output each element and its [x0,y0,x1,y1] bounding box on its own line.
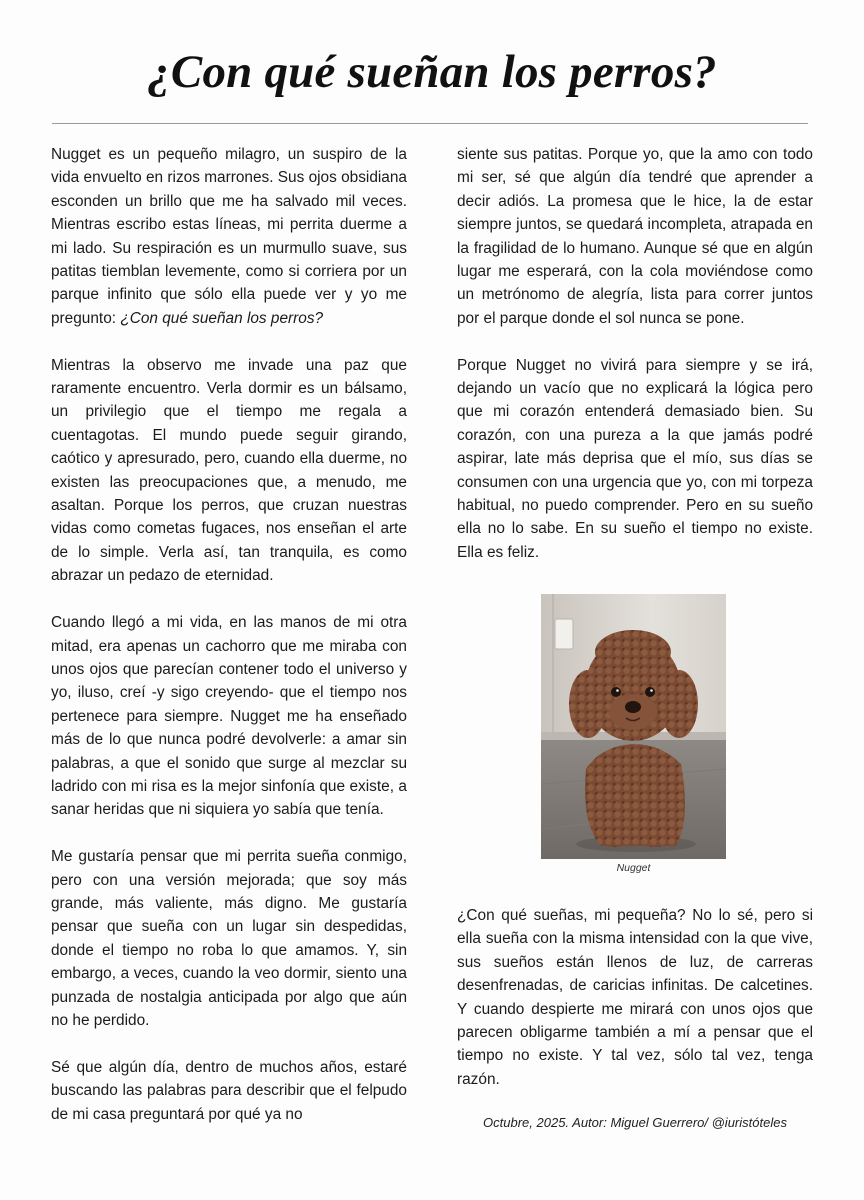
dog-photo-icon [541,594,726,859]
paragraph-1-question: ¿Con qué sueñan los perros? [120,309,324,327]
paragraph-5: Sé que algún día, dentro de muchos años, estaré buscando las palabras para describir que el felpudo de mi casa preguntará por qué ya no [51,1058,407,1123]
article-title: ¿Con qué sueñan los perros? [147,46,717,98]
author-footer: Octubre, 2025. Autor: Miguel Guerrero/ @iuristóteles [483,1115,787,1130]
paragraph-4: Me gustaría pensar que mi perrita sueña conmigo, pero con una versión mejorada; que soy más grande, más valiente, más digno. Me gustaría pensar que sueña con un lugar sin despedidas, donde el tiempo no roba lo que amamos. Y, sin embargo, a veces, cuando la veo dormir, siento una punzada de nostalgia anticipada por algo que aún no he perdido. [51,848,407,1029]
paragraph-8: ¿Con qué sueñas, mi pequeña? No lo sé, pero si ella sueña con la misma intensidad con la que vive, sus sueños están llenos de luz, de carreras desenfrenadas, de caricias infinitas. De calcetines. Y cuando despierte me mirará con unos ojos que parecen obligarme también a mí a pensar que el tiempo no existe. Y tal vez, sólo tal vez, tenga razón. [457,907,813,1088]
left-column [51,143,407,1126]
right-column [457,143,813,564]
paragraph-1 [51,143,407,330]
paragraph-7: Porque Nugget no vivirá para siempre y se irá, dejando un vacío que no explicará la lógica pero que mi corazón entenderá demasiado bien. Su corazón, con una pureza a la que jamás podré aspirar, late más deprisa que el mío, sus días se consumen con una urgencia que yo, con mi torpeza habitual, no puedo comprender. Pero en su sueño ella no lo sabe. En su sueño el tiempo no existe. Ella es feliz. [457,356,813,561]
paragraph-1-text: Nugget es un pequeño milagro, un suspiro de la vida envuelto en rizos marrones. Sus ojos obsidiana esconden un brillo que me ha salvado mil veces. Mientras escribo estas líneas, mi perrita duerme a mi lado. Su respiración es un murmullo suave, sus patitas tiemblan levemente, como si corriera por un parque infinito que sólo ella puede ver y yo me pregunto: [51,146,407,327]
paragraph-6: siente sus patitas. Porque yo, que la amo con todo mi ser, sé que algún día tendré que aprender a decir adiós. La promesa que le hice, la de estar siempre juntos, se quedará incompleta, atrapada en la fragilidad de lo humano. Aunque sé que en algún lugar me esperará, con la cola moviéndose como un metrónomo de alegría, lista para correr juntos por el parque donde el sol nunca se pone. [457,146,813,327]
photo-caption: Nugget [616,862,651,874]
paragraph-3: Cuando llegó a mi vida, en las manos de mi otra mitad, era apenas un cachorro que me miraba con unos ojos que parecían contener todo el universo y yo, iluso, creí -y sigo creyendo- que el tiempo nos pertenece para siempre. Nugget me ha enseñado más de lo que nunca podré devolverle: a amar sin palabras, a que el sonido que surge al mezclar su ladrido con mi risa es la mejor sinfonía que existe, a sanar heridas que ni siquiera yo sabía que tenía. [51,614,407,819]
paragraph-2: Mientras la observo me invade una paz que raramente encuentro. Verla dormir es un bálsamo, un privilegio que el tiempo me regala a cuentagotas. El mundo puede seguir girando, caótico y apresurado, pero, cuando ella duerme, no existen las preocupaciones que, a menudo, me asaltan. Porque los perros, que cruzan nuestras vidas como cometas fugaces, nos enseñan el arte de lo simple. Verla así, tan tranquila, es como abrazar un pedazo de eternidad. [51,356,407,585]
title-divider [52,123,808,124]
right-column-bottom [457,904,813,1091]
